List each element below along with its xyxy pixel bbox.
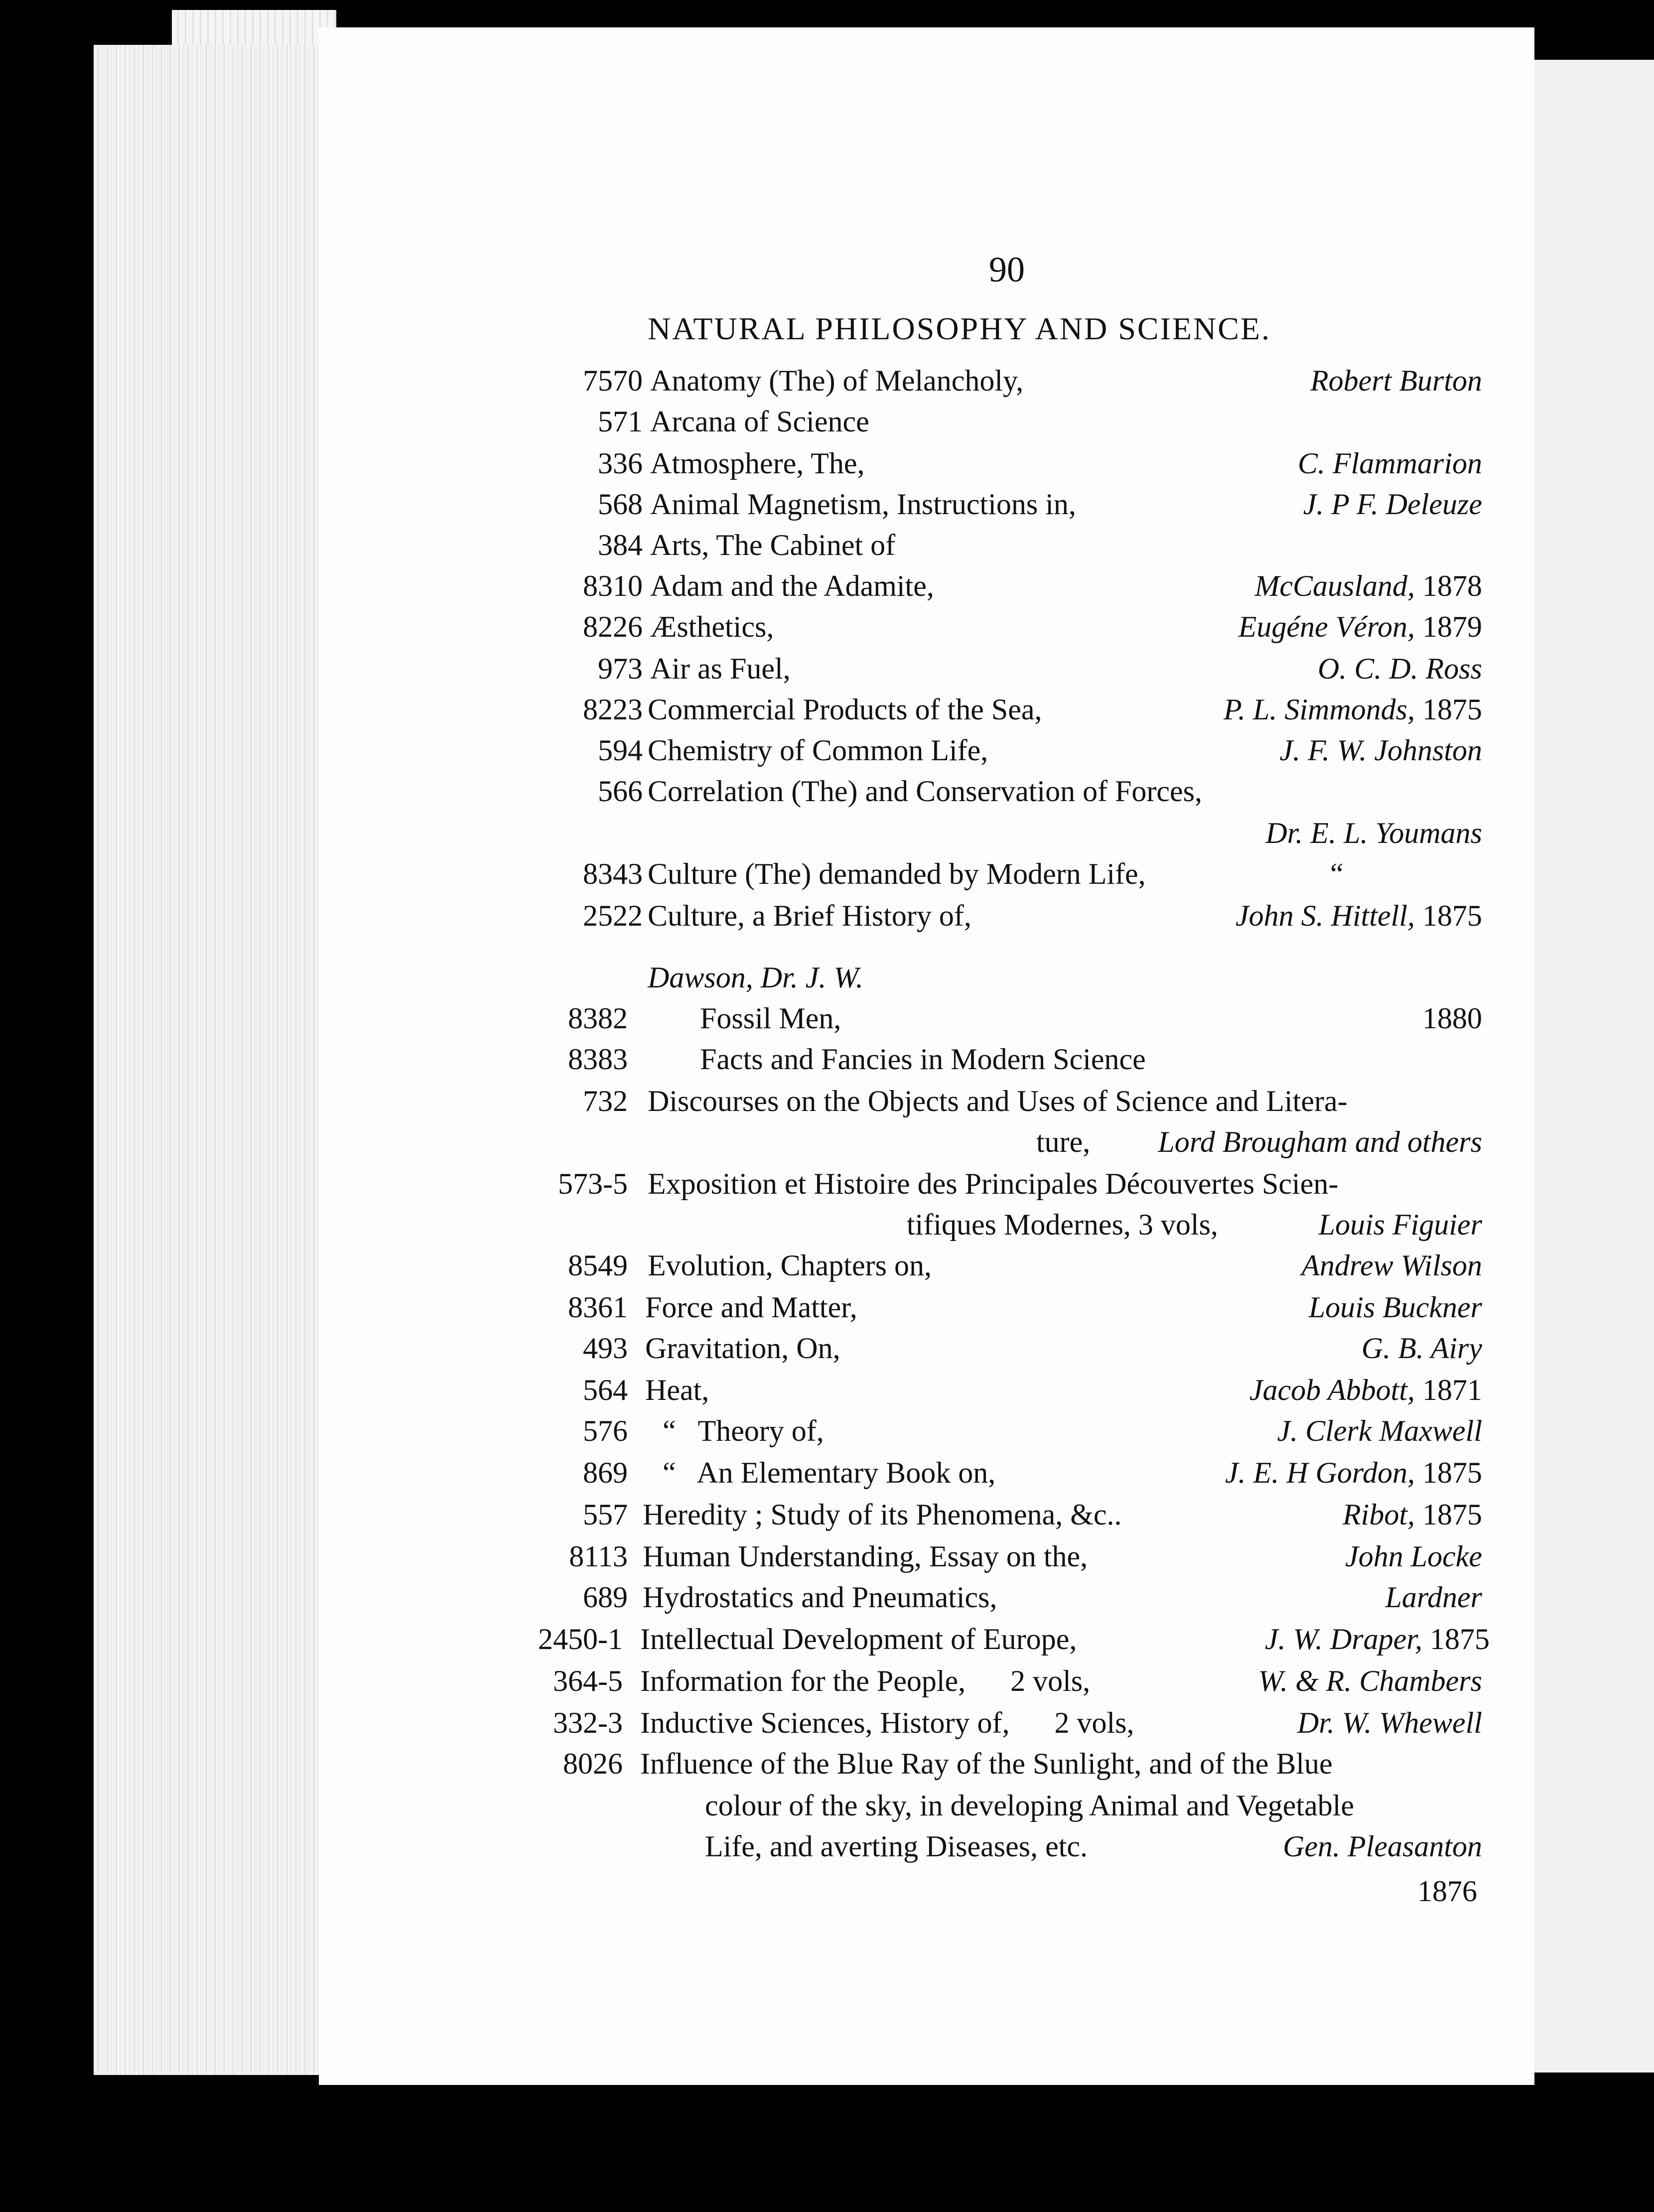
entry-number: 384 (598, 529, 643, 561)
entry-title: Force and Matter, (645, 1291, 857, 1324)
entry-title: “ An Elementary Book on, (663, 1456, 996, 1489)
entry-year: 1875 (1422, 1456, 1482, 1489)
author-name: Ribot, (1343, 1498, 1415, 1531)
entry-author: Andrew Wilson (1301, 1249, 1482, 1282)
entry-title: Fossil Men, (700, 1002, 841, 1035)
entry-author: Dr. W. Whewell (1297, 1706, 1482, 1739)
entry-number: 8226 (583, 610, 643, 643)
entry-author: C. Flammarion (1297, 447, 1482, 480)
entry-title: tifiques Modernes, 3 vols, (907, 1208, 1218, 1241)
entry-author (1224, 694, 1482, 724)
entry-title: Culture (The) demanded by Modern Life, (648, 857, 1146, 890)
entry-number: 689 (583, 1581, 628, 1614)
entry-author (1236, 901, 1482, 931)
entry-year: 1879 (1422, 610, 1482, 643)
entry-title: “ Theory of, (663, 1414, 824, 1447)
entry-number: 869 (583, 1456, 628, 1489)
entry-number: 571 (598, 405, 643, 438)
entry-author: J. Clerk Maxwell (1277, 1414, 1482, 1447)
entry-number: 7570 (583, 364, 643, 397)
author-name: P. L. Simmonds, (1224, 693, 1415, 726)
entry-year: 1875 (1422, 693, 1482, 726)
entry-number: 8361 (568, 1291, 628, 1324)
entry-number: 2522 (583, 899, 643, 932)
entry-title: Hydrostatics and Pneumatics, (643, 1581, 997, 1614)
entry-number: 364-5 (553, 1664, 623, 1697)
entry-title: ture, (1036, 1125, 1091, 1158)
author-name: Eugéne Véron, (1238, 610, 1415, 643)
entry-number: 2450-1 (538, 1623, 623, 1656)
entry-author: Louis Figuier (1318, 1208, 1482, 1241)
author-name: J. W. Draper, (1264, 1623, 1422, 1656)
entry-number: 8343 (583, 857, 643, 890)
entry-author: J. P F. Deleuze (1303, 488, 1482, 521)
entry-author: John Locke (1345, 1540, 1482, 1573)
entry-author (1254, 571, 1482, 601)
author-subheading: Dawson, Dr. J. W. (648, 961, 863, 994)
entry-number: 576 (583, 1414, 628, 1447)
entry-title: Anatomy (The) of Melancholy, (650, 364, 1024, 397)
entry-number: 564 (583, 1374, 628, 1406)
entry-title: Heat, (645, 1374, 709, 1406)
entry-title: Correlation (The) and Conservation of Forces, (648, 775, 1203, 808)
entry-title: Information for the People, 2 vols, (640, 1664, 1091, 1697)
entry-number: 8549 (568, 1249, 628, 1282)
entry-title: Inductive Sciences, History of, 2 vols, (640, 1706, 1134, 1739)
author-name: Jacob Abbott, (1249, 1374, 1415, 1406)
entry-number: 8382 (568, 1002, 628, 1035)
entry-year: 1871 (1422, 1374, 1482, 1406)
entry-number: 8223 (583, 693, 643, 726)
entry-title: colour of the sky, in developing Animal and Vegetable (705, 1789, 1355, 1822)
entry-number: 594 (598, 734, 643, 767)
entry-number: 493 (583, 1332, 628, 1365)
entry-author: Robert Burton (1310, 364, 1482, 397)
entry-title: Human Understanding, Essay on the, (643, 1540, 1088, 1573)
entry-year: 1876 (1417, 1875, 1477, 1908)
entry-title: Culture, a Brief History of, (648, 899, 971, 932)
entry-number: 332-3 (553, 1706, 623, 1739)
entry-number: 568 (598, 488, 643, 521)
page-number: 90 (989, 250, 1025, 289)
entry-title: Air as Fuel, (650, 652, 791, 685)
entry-author: Lardner (1385, 1581, 1482, 1614)
entry-number: 336 (598, 447, 643, 480)
entry-title: Animal Magnetism, Instructions in, (650, 488, 1076, 521)
entry-title: Facts and Fancies in Modern Science (700, 1043, 1146, 1076)
entry-title: Gravitation, On, (645, 1332, 840, 1365)
entry-title: Intellectual Development of Europe, (640, 1623, 1077, 1656)
entry-author: Lord Brougham and others (1158, 1125, 1482, 1158)
entry-title: Life, and averting Diseases, etc. (705, 1830, 1088, 1863)
author-name: McCausland, (1254, 569, 1415, 602)
entry-year: 1875 (1422, 1498, 1482, 1531)
entry-title: Æsthetics, (650, 610, 774, 643)
entry-title: Arts, The Cabinet of (650, 529, 896, 561)
entry-number: 557 (583, 1498, 628, 1531)
entry-year: 1875 (1430, 1623, 1490, 1656)
entry-year: 1880 (1422, 1002, 1482, 1035)
author-name: John S. Hittell, (1236, 899, 1415, 932)
entry-author (1249, 1375, 1482, 1405)
entry-author: J. F. W. Johnston (1279, 734, 1482, 767)
entry-number: 973 (598, 652, 643, 685)
entry-title: Evolution, Chapters on, (648, 1249, 932, 1282)
section-heading: NATURAL PHILOSOPHY AND SCIENCE. (648, 311, 1271, 346)
entry-number: 732 (583, 1085, 628, 1117)
entry-year: 1878 (1422, 569, 1482, 602)
entry-title: Chemistry of Common Life, (648, 734, 988, 767)
entry-author: W. & R. Chambers (1258, 1664, 1482, 1697)
entry-title: Influence of the Blue Ray of the Sunlight, and of the Blue (640, 1747, 1333, 1780)
entry-author (1265, 1624, 1490, 1654)
ditto-mark: “ (1330, 857, 1344, 890)
entry-title: Heredity ; Study of its Phenomena, &c.. (643, 1498, 1122, 1531)
entry-author (1343, 1500, 1482, 1529)
page-stack-edge (94, 45, 323, 2075)
entry-number: 566 (598, 775, 643, 808)
entry-author: G. B. Airy (1361, 1332, 1482, 1365)
entry-number: 8113 (569, 1540, 628, 1573)
entry-author (1225, 1458, 1482, 1488)
entry-title: Atmosphere, The, (650, 447, 865, 480)
entry-title: Exposition et Histoire des Principales Découvertes Scien- (648, 1167, 1339, 1200)
entry-title: Discourses on the Objects and Uses of Science and Litera- (648, 1085, 1348, 1117)
entry-number: 573-5 (558, 1167, 628, 1200)
entry-year: 1875 (1422, 899, 1482, 932)
author-name: J. E. H Gordon, (1225, 1456, 1415, 1489)
entry-number: 8310 (583, 569, 643, 602)
entry-author (1239, 612, 1482, 642)
entry-author: O. C. D. Ross (1317, 652, 1482, 685)
entry-author: Gen. Pleasanton (1283, 1830, 1482, 1863)
entry-author: Dr. E. L. Youmans (1265, 817, 1482, 849)
entry-title: Arcana of Science (650, 405, 869, 438)
entry-number: 8383 (568, 1043, 628, 1076)
entry-title: Adam and the Adamite, (650, 569, 934, 602)
facing-page-edge (1522, 60, 1654, 2073)
entry-title: Commercial Products of the Sea, (648, 693, 1042, 726)
entry-number: 8026 (563, 1747, 623, 1780)
entry-author: Louis Buckner (1308, 1291, 1482, 1324)
